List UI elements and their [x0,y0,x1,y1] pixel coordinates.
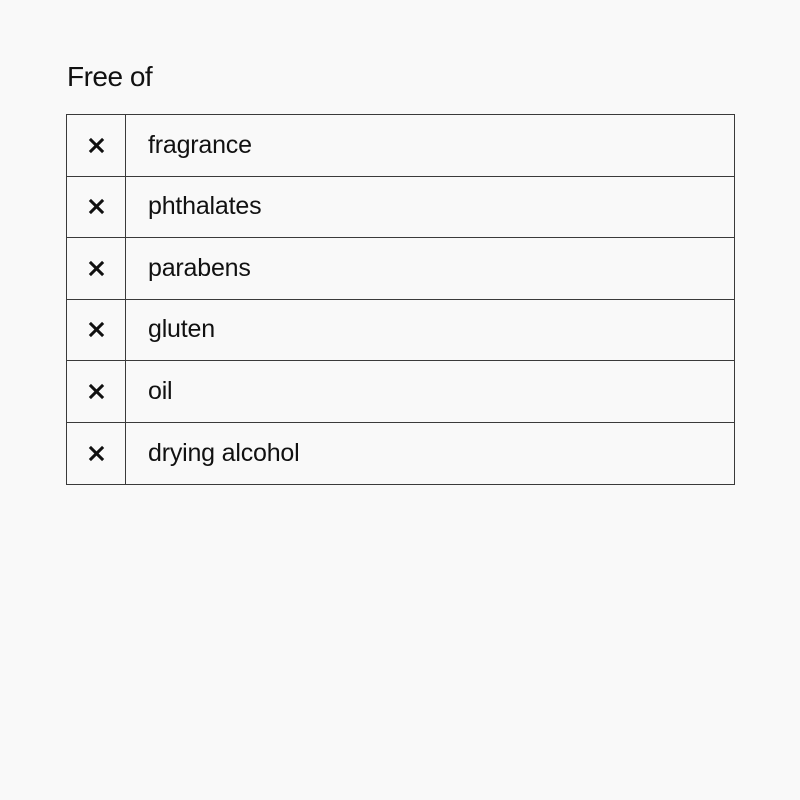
table-row [67,300,734,362]
table-row [67,423,734,485]
x-mark-icon [67,177,126,238]
table-row [67,115,734,177]
table-row [67,238,734,300]
table-row [67,361,734,423]
x-mark-icon [67,423,126,485]
free-of-table [66,114,735,485]
free-of-heading: Free of [67,61,153,92]
x-mark-icon [67,115,126,176]
ingredient-label: gluten [148,315,215,344]
x-mark-icon [67,300,126,361]
ingredient-label: oil [148,376,173,405]
ingredient-label: drying alcohol [148,438,300,467]
ingredient-label: parabens [148,253,251,282]
table-row [67,177,734,239]
ingredient-label: phthalates [148,192,262,221]
x-mark-icon [67,361,126,422]
ingredient-label: fragrance [148,130,252,159]
x-mark-icon [67,238,126,299]
